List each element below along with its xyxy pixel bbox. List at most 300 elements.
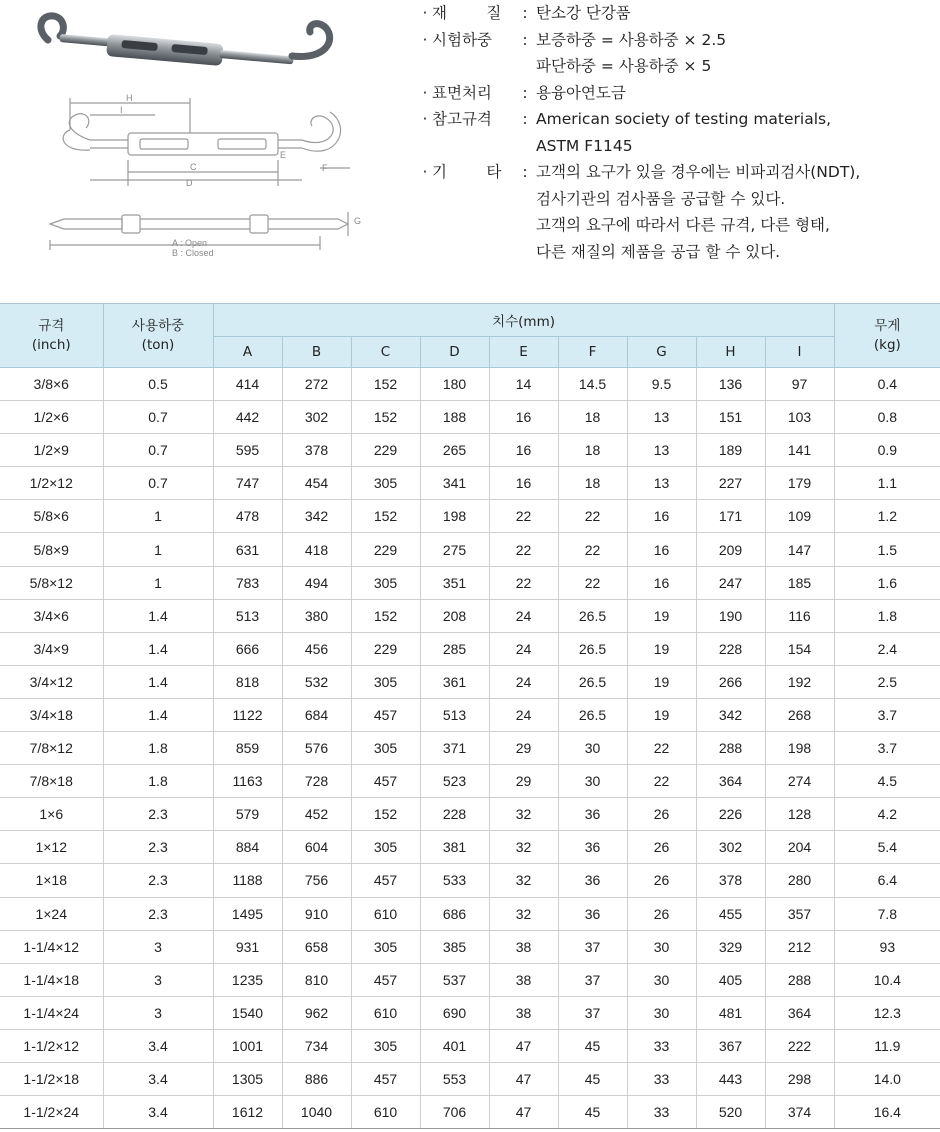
table-cell: 38 (489, 996, 558, 1029)
table-row (0, 996, 940, 1029)
table-cell: 3.4 (103, 1029, 213, 1062)
table-cell: 16 (489, 434, 558, 467)
table-cell: 380 (282, 599, 351, 632)
table-cell: 1/2×12 (0, 467, 103, 500)
table-cell: 0.4 (834, 368, 940, 401)
spec-label: 참고규격 (432, 110, 492, 128)
table-cell: 305 (351, 566, 420, 599)
table-cell: 190 (696, 599, 765, 632)
table-row (0, 500, 940, 533)
spec-test-load (418, 27, 938, 54)
table-cell: 212 (765, 930, 834, 963)
table-cell: 179 (765, 467, 834, 500)
table-cell: 7/8×12 (0, 732, 103, 765)
table-cell: 192 (765, 665, 834, 698)
spec-value: 보증하중 = 사용하중 × 2.5 (536, 30, 727, 49)
table-cell: 610 (351, 897, 420, 930)
table-cell: 45 (558, 1062, 627, 1095)
table-cell: 12.3 (834, 996, 940, 1029)
table-cell: 229 (351, 533, 420, 566)
table-cell: 14.5 (558, 368, 627, 401)
table-cell: 36 (558, 831, 627, 864)
table-cell: 32 (489, 798, 558, 831)
table-cell: 1305 (213, 1062, 282, 1095)
table-cell: 513 (213, 599, 282, 632)
table-cell: 1-1/2×12 (0, 1029, 103, 1062)
table-cell: 18 (558, 401, 627, 434)
dim-label-h: H (126, 93, 133, 103)
table-cell: 385 (420, 930, 489, 963)
table-cell: 37 (558, 963, 627, 996)
table-cell: 3.4 (103, 1062, 213, 1095)
table-cell: 3 (103, 963, 213, 996)
table-cell: 443 (696, 1062, 765, 1095)
table-cell: 0.7 (103, 467, 213, 500)
table-cell: 147 (765, 533, 834, 566)
table-cell: 1-1/4×24 (0, 996, 103, 1029)
table-cell: 45 (558, 1096, 627, 1129)
table-row (0, 698, 940, 731)
table-cell: 658 (282, 930, 351, 963)
table-cell: 36 (558, 864, 627, 897)
table-cell: 30 (558, 732, 627, 765)
table-cell: 1-1/2×24 (0, 1096, 103, 1129)
table-cell: 93 (834, 930, 940, 963)
dim-label-g: G (354, 216, 362, 226)
table-cell: 690 (420, 996, 489, 1029)
table-cell: 818 (213, 665, 282, 698)
table-cell: 302 (282, 401, 351, 434)
table-cell: 401 (420, 1029, 489, 1062)
table-cell: 4.2 (834, 798, 940, 831)
table-cell: 305 (351, 831, 420, 864)
table-cell: 1235 (213, 963, 282, 996)
dim-label-f: F (322, 163, 328, 173)
table-cell: 152 (351, 599, 420, 632)
spec-value-continued: 고객의 요구에 따라서 다른 규격, 다른 형태, (536, 216, 830, 234)
bullet: · (422, 30, 428, 49)
table-cell: 22 (489, 500, 558, 533)
table-cell: 9.5 (627, 368, 696, 401)
table-row (0, 732, 940, 765)
turnbuckle-illustrations (30, 0, 390, 280)
table-row (0, 1062, 940, 1095)
table-cell: 26 (627, 864, 696, 897)
table-cell: 19 (627, 599, 696, 632)
header-size-label: 규격 (38, 317, 65, 334)
table-cell: 364 (696, 765, 765, 798)
table-cell: 30 (627, 963, 696, 996)
table-row (0, 566, 940, 599)
spec-label: 표면처리 (432, 83, 492, 102)
table-cell: 2.4 (834, 632, 940, 665)
header-weight-unit: (kg) (873, 336, 901, 353)
table-cell: 152 (351, 401, 420, 434)
table-cell: 208 (420, 599, 489, 632)
table-cell: 478 (213, 500, 282, 533)
table-cell: 1.8 (834, 599, 940, 632)
table-cell: 16.4 (834, 1096, 940, 1129)
table-cell: 228 (696, 632, 765, 665)
table-cell: 152 (351, 798, 420, 831)
table-cell: 1.6 (834, 566, 940, 599)
table-cell: 13 (627, 434, 696, 467)
spec-label: 재 질 (432, 4, 502, 22)
table-cell: 631 (213, 533, 282, 566)
table-cell: 305 (351, 467, 420, 500)
table-cell: 33 (627, 1029, 696, 1062)
table-row (0, 632, 940, 665)
table-cell: 36 (558, 897, 627, 930)
dimension-drawing (63, 98, 350, 186)
table-cell: 1188 (213, 864, 282, 897)
table-cell: 22 (627, 765, 696, 798)
table-cell: 26.5 (558, 698, 627, 731)
table-cell: 374 (765, 1096, 834, 1129)
table-cell: 3.7 (834, 698, 940, 731)
table-cell: 1-1/4×12 (0, 930, 103, 963)
table-cell: 47 (489, 1062, 558, 1095)
table-cell: 13 (627, 401, 696, 434)
table-cell: 494 (282, 566, 351, 599)
table-cell: 3/4×6 (0, 599, 103, 632)
table-cell: 686 (420, 897, 489, 930)
table-cell: 610 (351, 996, 420, 1029)
table-cell: 367 (696, 1029, 765, 1062)
spec-label: 시험하중 (432, 30, 492, 49)
table-cell: 185 (765, 566, 834, 599)
table-cell: 371 (420, 732, 489, 765)
table-cell: 30 (558, 765, 627, 798)
table-cell: 228 (420, 798, 489, 831)
table-cell: 198 (420, 500, 489, 533)
table-cell: 29 (489, 765, 558, 798)
table-cell: 0.8 (834, 401, 940, 434)
table-cell: 11.9 (834, 1029, 940, 1062)
table-cell: 2.3 (103, 897, 213, 930)
table-cell: 1040 (282, 1096, 351, 1129)
table-row (0, 897, 940, 930)
table-cell: 247 (696, 566, 765, 599)
table-cell: 1.1 (834, 467, 940, 500)
table-row (0, 930, 940, 963)
table-cell: 576 (282, 732, 351, 765)
spec-value: 용융아연도금 (536, 83, 626, 102)
table-cell: 378 (282, 434, 351, 467)
table-cell: 22 (489, 566, 558, 599)
table-cell: 747 (213, 467, 282, 500)
bullet: · (422, 163, 428, 181)
table-cell: 457 (351, 1062, 420, 1095)
table-cell: 329 (696, 930, 765, 963)
table-cell: 579 (213, 798, 282, 831)
table-cell: 2.5 (834, 665, 940, 698)
table-cell: 24 (489, 665, 558, 698)
table-cell: 19 (627, 632, 696, 665)
table-cell: 361 (420, 665, 489, 698)
label-b-closed: B : Closed (172, 248, 214, 258)
header-dim-e: E (489, 337, 558, 368)
turnbuckle-photo (41, 16, 330, 66)
table-cell: 1.5 (834, 533, 940, 566)
table-cell: 198 (765, 732, 834, 765)
table-cell: 455 (696, 897, 765, 930)
table-cell: 3/4×9 (0, 632, 103, 665)
table-cell: 342 (696, 698, 765, 731)
table-cell: 2.3 (103, 864, 213, 897)
table-cell: 26 (627, 897, 696, 930)
dim-label-d: D (186, 178, 193, 188)
header-dim-d: D (420, 337, 489, 368)
table-cell: 537 (420, 963, 489, 996)
table-cell: 6.4 (834, 864, 940, 897)
header-dim-h: H (696, 337, 765, 368)
table-cell: 604 (282, 831, 351, 864)
table-cell: 30 (627, 996, 696, 1029)
header-dim-b: B (282, 337, 351, 368)
table-cell: 26 (627, 831, 696, 864)
spec-value: 탄소강 단강품 (536, 4, 631, 22)
table-cell: 2.3 (103, 831, 213, 864)
table-row (0, 831, 940, 864)
table-cell: 2.3 (103, 798, 213, 831)
table-cell: 342 (282, 500, 351, 533)
table-cell: 1.4 (103, 665, 213, 698)
table-cell: 513 (420, 698, 489, 731)
table-cell: 45 (558, 1029, 627, 1062)
table-cell: 0.7 (103, 434, 213, 467)
table-cell: 1 (103, 533, 213, 566)
table-cell: 3/4×18 (0, 698, 103, 731)
table-row (0, 1096, 940, 1129)
table-cell: 38 (489, 963, 558, 996)
table-cell: 931 (213, 930, 282, 963)
table-cell: 357 (765, 897, 834, 930)
table-cell: 141 (765, 434, 834, 467)
table-cell: 756 (282, 864, 351, 897)
table-cell: 7.8 (834, 897, 940, 930)
table-cell: 3.4 (103, 1096, 213, 1129)
table-cell: 457 (351, 963, 420, 996)
table-cell: 1 (103, 566, 213, 599)
table-cell: 152 (351, 500, 420, 533)
table-cell: 305 (351, 930, 420, 963)
table-cell: 859 (213, 732, 282, 765)
table-cell: 1.2 (834, 500, 940, 533)
table-cell: 47 (489, 1029, 558, 1062)
table-cell: 884 (213, 831, 282, 864)
table-cell: 33 (627, 1062, 696, 1095)
table-cell: 1001 (213, 1029, 282, 1062)
table-cell: 706 (420, 1096, 489, 1129)
label-a-open: A : Open (172, 238, 208, 248)
table-cell: 22 (558, 500, 627, 533)
table-cell: 457 (351, 765, 420, 798)
dimension-labels (120, 93, 361, 226)
spec-value: American society of testing materials, (536, 110, 832, 128)
table-cell: 302 (696, 831, 765, 864)
table-cell: 22 (558, 533, 627, 566)
table-cell: 1495 (213, 897, 282, 930)
table-cell: 109 (765, 500, 834, 533)
table-cell: 1.8 (103, 765, 213, 798)
table-row (0, 963, 940, 996)
table-row (0, 798, 940, 831)
table-cell: 520 (696, 1096, 765, 1129)
table-cell: 4.5 (834, 765, 940, 798)
table-cell: 0.7 (103, 401, 213, 434)
table-cell: 33 (627, 1096, 696, 1129)
table-cell: 553 (420, 1062, 489, 1095)
table-row (0, 864, 940, 897)
table-cell: 454 (282, 467, 351, 500)
table-cell: 1.4 (103, 599, 213, 632)
table-cell: 16 (627, 533, 696, 566)
header-dim-g: G (627, 337, 696, 368)
table-cell: 272 (282, 368, 351, 401)
table-cell: 265 (420, 434, 489, 467)
table-cell: 222 (765, 1029, 834, 1062)
table-row (0, 665, 940, 698)
header-load-unit: (ton) (141, 336, 175, 353)
table-cell: 274 (765, 765, 834, 798)
table-cell: 36 (558, 798, 627, 831)
colon: : (522, 163, 528, 181)
table-cell: 18 (558, 434, 627, 467)
table-cell: 16 (489, 401, 558, 434)
header-weight (834, 304, 940, 368)
table-cell: 3/4×12 (0, 665, 103, 698)
table-cell: 229 (351, 434, 420, 467)
table-cell: 0.5 (103, 368, 213, 401)
table-cell: 285 (420, 632, 489, 665)
table-cell: 32 (489, 831, 558, 864)
table-cell: 152 (351, 368, 420, 401)
table-cell: 610 (351, 1096, 420, 1129)
spec-label: 기 타 (432, 163, 502, 181)
table-row (0, 765, 940, 798)
table-cell: 1.4 (103, 698, 213, 731)
table-cell: 1-1/2×18 (0, 1062, 103, 1095)
table-cell: 268 (765, 698, 834, 731)
table-cell: 684 (282, 698, 351, 731)
table-cell: 734 (282, 1029, 351, 1062)
colon: : (522, 4, 528, 22)
table-cell: 457 (351, 698, 420, 731)
spec-value-continued: 다른 재질의 제품을 공급 할 수 있다. (536, 242, 781, 261)
dim-label-e: E (280, 150, 287, 160)
table-cell: 595 (213, 434, 282, 467)
table-cell: 0.9 (834, 434, 940, 467)
table-cell: 30 (627, 930, 696, 963)
table-cell: 226 (696, 798, 765, 831)
table-cell: 1×24 (0, 897, 103, 930)
table-cell: 456 (282, 632, 351, 665)
table-cell: 666 (213, 632, 282, 665)
table-cell: 280 (765, 864, 834, 897)
spec-other (418, 159, 938, 186)
spec-value-continued: 검사기관의 검사품을 공급할 수 있다. (536, 189, 786, 208)
table-cell: 16 (627, 500, 696, 533)
table-cell: 10.4 (834, 963, 940, 996)
table-cell: 26.5 (558, 599, 627, 632)
bullet: · (422, 110, 428, 128)
table-cell: 103 (765, 401, 834, 434)
table-cell: 457 (351, 864, 420, 897)
table-cell: 97 (765, 368, 834, 401)
table-cell: 24 (489, 599, 558, 632)
table-cell: 204 (765, 831, 834, 864)
table-cell: 180 (420, 368, 489, 401)
table-cell: 154 (765, 632, 834, 665)
spec-value-continued: ASTM F1145 (536, 136, 633, 155)
table-cell: 298 (765, 1062, 834, 1095)
table-cell: 886 (282, 1062, 351, 1095)
table-cell: 19 (627, 698, 696, 731)
table-cell: 783 (213, 566, 282, 599)
table-cell: 29 (489, 732, 558, 765)
table-cell: 341 (420, 467, 489, 500)
table-cell: 305 (351, 732, 420, 765)
table-cell: 962 (282, 996, 351, 1029)
header-load (103, 304, 213, 368)
table-cell: 37 (558, 996, 627, 1029)
table-cell: 7/8×18 (0, 765, 103, 798)
spec-material (418, 0, 938, 27)
dim-label-c: C (190, 162, 197, 172)
spec-table (0, 303, 940, 1129)
table-cell: 288 (765, 963, 834, 996)
colon: : (522, 83, 528, 102)
table-cell: 32 (489, 864, 558, 897)
table-cell: 275 (420, 533, 489, 566)
table-cell: 16 (627, 566, 696, 599)
header-size (0, 304, 103, 368)
table-cell: 26.5 (558, 665, 627, 698)
table-row (0, 368, 940, 401)
table-cell: 5/8×12 (0, 566, 103, 599)
table-cell: 1122 (213, 698, 282, 731)
table-cell: 532 (282, 665, 351, 698)
table-cell: 47 (489, 1096, 558, 1129)
table-cell: 405 (696, 963, 765, 996)
spec-reference (418, 106, 938, 133)
table-cell: 1 (103, 500, 213, 533)
table-cell: 1/2×6 (0, 401, 103, 434)
table-cell: 1.8 (103, 732, 213, 765)
table-cell: 14 (489, 368, 558, 401)
table-cell: 209 (696, 533, 765, 566)
table-cell: 523 (420, 765, 489, 798)
table-cell: 136 (696, 368, 765, 401)
bullet: · (422, 4, 428, 22)
table-cell: 26 (627, 798, 696, 831)
header-size-unit: (inch) (31, 336, 71, 353)
table-cell: 22 (627, 732, 696, 765)
table-row (0, 533, 940, 566)
table-cell: 188 (420, 401, 489, 434)
table-cell: 3/8×6 (0, 368, 103, 401)
table-cell: 116 (765, 599, 834, 632)
table-cell: 910 (282, 897, 351, 930)
table-cell: 288 (696, 732, 765, 765)
table-cell: 24 (489, 698, 558, 731)
header-dimensions: 치수(mm) (213, 304, 834, 337)
header-load-label: 사용하중 (131, 317, 185, 334)
spec-value: 고객의 요구가 있을 경우에는 비파괴검사(NDT), (536, 163, 861, 181)
table-cell: 189 (696, 434, 765, 467)
table-cell: 171 (696, 500, 765, 533)
